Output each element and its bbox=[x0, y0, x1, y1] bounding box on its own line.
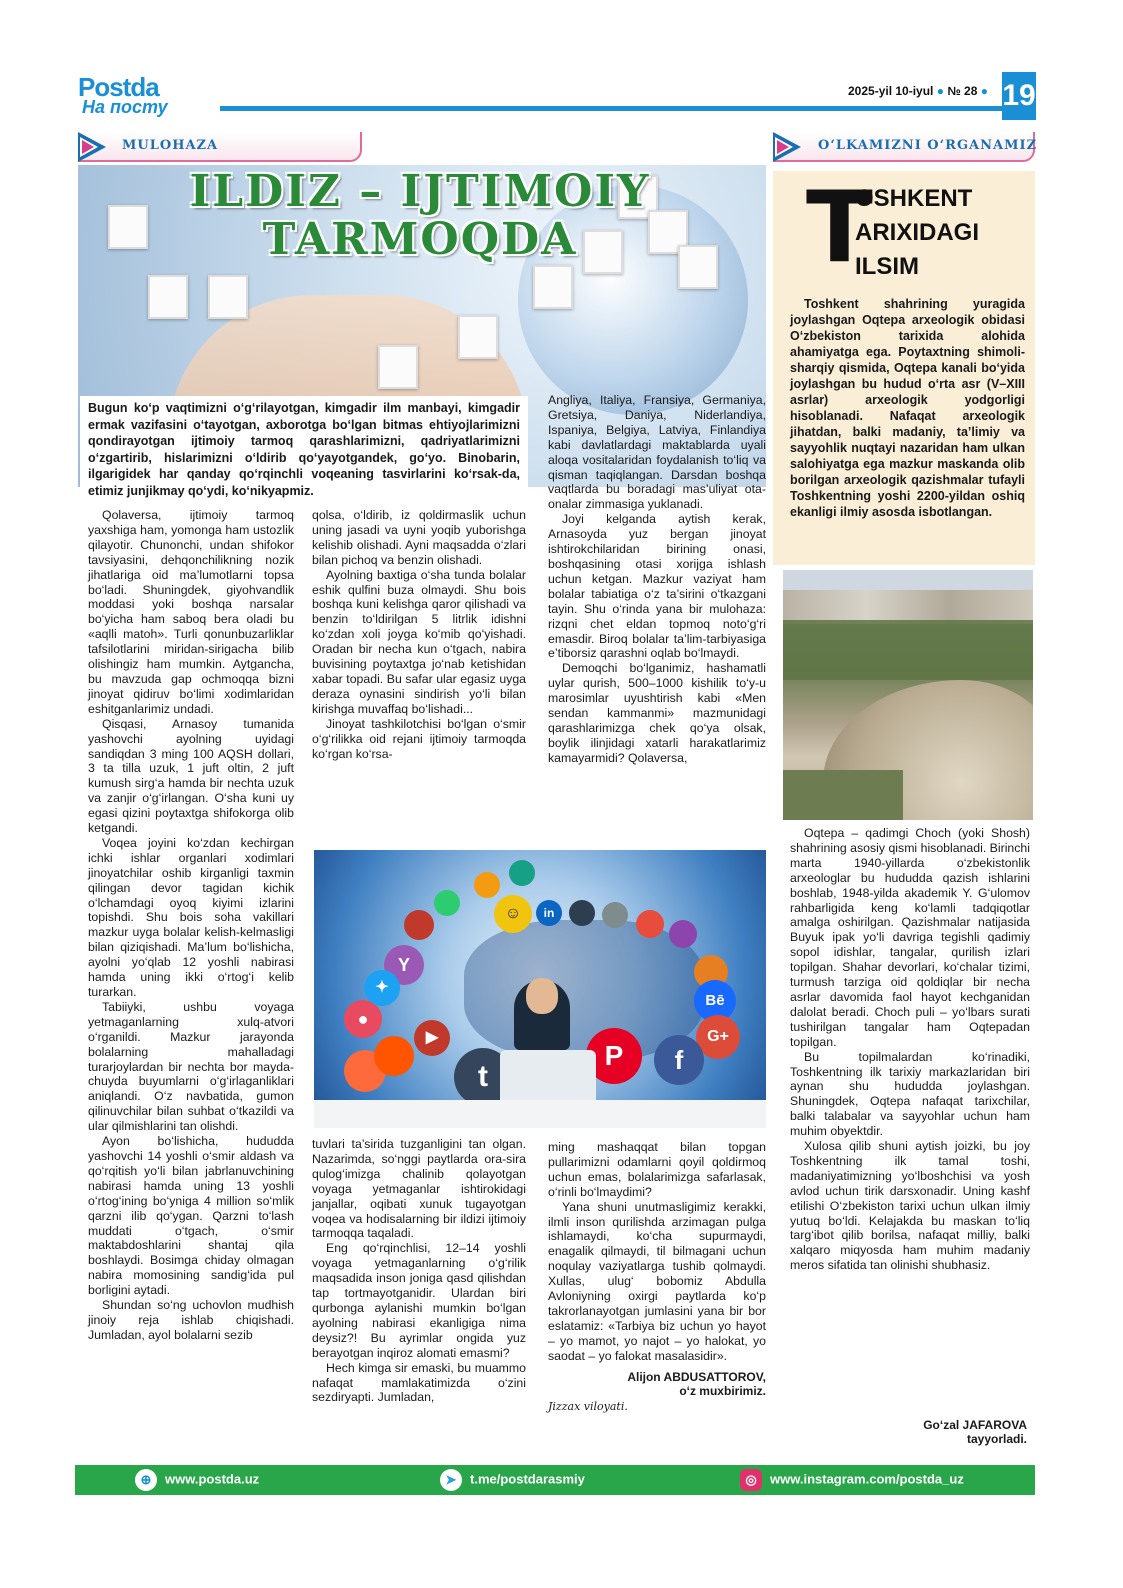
drop-cap: T bbox=[806, 171, 873, 285]
footer-bar bbox=[75, 1465, 1035, 1495]
sidebar-title-line: OSHKENT bbox=[855, 185, 973, 212]
paragraph: Oqtepa – qadimgi Choch (yoki Shosh) shahrining asosiy qismi hisoblanadi. Birinchi marta 1940-yillarda o‘zbekistonlik arxeologlar bu hududda qazish ishlarini boshlab, 1948-yilda akademik Y. G‘ulomov rahbarligida keng ko‘lamli tadqiqotlar amalga oshirilgan. Qazishmalar natijasida Buyuk ipak yo‘li davriga tegishli qadimiy sopol idishlar, tangalar, qurilish izlari topilgan. Shahar devorlari, ko‘chalar tizimi, turmush tarziga oid qoldiqlar bir necha asrlar davomida faol hayot kechganidan dalolat beradi. Choch puli – yo‘lbars surati tushirilgan tangalar ham Oqtepadan topilgan. bbox=[790, 826, 1030, 1049]
website-link[interactable]: www.postda.uz bbox=[165, 1471, 260, 1487]
paragraph: qolsa, o‘ldirib, iz qoldirmaslik uchun uning jasadi va uyni yoqib yuborishga kelishib olishadi. Ayni maqsadda o‘zlari bilan pichoq va benzin olishadi. bbox=[312, 508, 526, 567]
paragraph: Qolaversa, ijtimoiy tarmoq yaxshiga ham, yomonga ham ustozlik qilayotir. Chunonchi, undan shifokor tavsiyasini, dehqonchilikning nozik jihatlariga oid ma’lumotlarni topsa bo‘ladi. Shuningdek, giyohvandlik moddasi yoki boshqa narsalar bo‘yicha ham saboq bera oladi bu «aqlli matoh». Turli qonunbuzarliklar tafsilotlarini miridan-sirigacha bilib olishingiz ham mumkin. Aytgancha, bu mavzuda gap ochmoqqa bizni jinoyat qidiruv bo‘limi xodimlaridan eshitganlarimiz undadi. bbox=[88, 508, 294, 716]
oqtepa-photo bbox=[783, 570, 1033, 820]
masthead-logo: Postda bbox=[78, 72, 159, 102]
paragraph: tuvlari ta’sirida tuzganligini tan olgan. Nazarimda, so‘nggi paytlarda ora-sira qulog‘imizga chalinib qolayotgan voyaga yetmaganlar ishtirokidagi janjallar, oqibati xunuk tugayotgan voqea va hodisalarning bir ildizi ijtimoiy tarmoqqa taqaladi. bbox=[312, 1137, 526, 1241]
instagram-link[interactable]: www.instagram.com/postda_uz bbox=[770, 1471, 964, 1487]
city-skyline bbox=[783, 590, 1033, 624]
laptop-illustration bbox=[500, 1050, 596, 1106]
youtube-icon: ▶ bbox=[414, 1020, 450, 1056]
paragraph: Shundan so‘ng uchovlon mudhish jinoiy reja ishlab chiqishadi. Jumladan, ayol bolalarni sezib bbox=[88, 1298, 294, 1342]
author-name: Alijon ABDUSATTOROV, bbox=[627, 1369, 766, 1384]
app-bubble-icon: ● bbox=[344, 1000, 382, 1038]
footer-instagram[interactable] bbox=[740, 1469, 964, 1491]
app-bubble-icon bbox=[569, 900, 595, 926]
paragraph: Ayon bo‘lishicha, hududda yashovchi 14 yoshli o‘smir aldash va qo‘rqitish yo‘li bilan jabrlanuvchining nabirasi hamda uning 13 yoshli o‘rtog‘ining bo‘yniga 4 million so‘mlik qarzni ilib qo‘ygan. Qarzni to‘lash muddati o‘tgach, o‘smir maktabdoshlarini shantaj qila boshlaydi. Bosimga chiday olmagan nabira momosining sandig‘ida pul borligini aytadi. bbox=[88, 1134, 294, 1298]
twitter-icon: ✦ bbox=[364, 970, 400, 1006]
telegram-link[interactable]: t.me/postdarasmiy bbox=[470, 1471, 585, 1487]
social-media-photo bbox=[314, 850, 766, 1128]
rubric-bar-left bbox=[78, 132, 362, 162]
masthead-logo-subtitle: На посту bbox=[82, 97, 168, 117]
author-signature bbox=[548, 1370, 766, 1398]
sidebar-lead bbox=[790, 296, 1025, 520]
author-role: tayyorladi. bbox=[966, 1432, 1027, 1446]
author-role: o‘z muxbirimiz. bbox=[679, 1383, 766, 1398]
telegram-icon: ➤ bbox=[440, 1469, 462, 1491]
paragraph: ming mashaqqat bilan topgan pullarimizni odamlarni qoyil qoldirmoq uchun emas, bolalarimizga safarlasak, o‘rinli bo‘lmaydimi? bbox=[548, 1140, 766, 1199]
app-bubble-icon bbox=[474, 872, 500, 898]
rubric-label-right: O‘LKAMIZNI O‘RGANAMIZ bbox=[818, 138, 1038, 153]
app-bubble-icon bbox=[636, 910, 664, 938]
sidebar-title bbox=[855, 182, 979, 284]
soundcloud-icon bbox=[374, 1036, 414, 1076]
paragraph: Qisqasi, Arnasoy tumanida yashovchi ayolning uyidagi sandiqdan 3 ming 100 AQSH dollari, 3 ta tilla uzuk, 1 juft oltin, 2 juft kumush sirg‘a hamda bir nechta uzuk va zanjir o‘g‘irlangan. O‘sha kuni uy egasi qizini poytaxtga shifokorga olib ketgandi. bbox=[88, 716, 294, 836]
paragraph: Bu topilmalardan ko‘rinadiki, Toshkentning ilk tarixiy markazlaridan biri aynan shu hududda joylashgan. Shuningdek, Oqtepa nafaqat tarixchilar, balki talabalar va sayyohlar uchun ham muhim obyektdir. bbox=[790, 1049, 1030, 1139]
article-column-2-top bbox=[312, 508, 526, 761]
app-bubble-icon bbox=[602, 902, 628, 928]
page-number: 19 bbox=[1002, 72, 1036, 120]
app-bubble-icon bbox=[404, 910, 434, 940]
headline-line-1: ILDIZ – IJTIMOIY bbox=[189, 166, 651, 217]
header-rule bbox=[220, 106, 1002, 111]
profile-photo bbox=[533, 265, 573, 309]
trees bbox=[783, 620, 1033, 680]
article-headline bbox=[150, 168, 690, 264]
globe-icon: ⊕ bbox=[135, 1469, 157, 1491]
google-plus-icon: G+ bbox=[696, 1015, 740, 1059]
app-bubble-icon bbox=[669, 920, 697, 948]
rubric-label-left: MULOHAZA bbox=[122, 138, 219, 153]
article-column-2-bottom bbox=[312, 1137, 526, 1405]
paragraph: Joyi kelganda aytish kerak, Arnasoyda yuz bergan jinoyat ishtirokchilaridan birining onasi, boshqasining otasi xorijga ishlash uchun ketgan. Mazkur vaziyat ham bolalar tabiatiga o‘z ta’sirini o‘tkazgani tayin. Shu o‘rinda yana bir mulohaza: rizqni chet eldan topmoq noto‘g‘ri emasdir. Biroq bolalar ta’lim-tarbiyasiga e’tiborsiz qarashni oqlab bo‘lmaydi. bbox=[548, 512, 766, 661]
article-column-3-top bbox=[548, 393, 766, 766]
rubric-arrow-accent bbox=[82, 140, 94, 154]
sidebar-author bbox=[880, 1418, 1027, 1446]
pinterest-icon: P bbox=[586, 1028, 642, 1084]
app-bubble-icon bbox=[434, 890, 460, 916]
yahoo-icon: Y bbox=[384, 945, 424, 985]
paragraph: Jinoyat tashkilotchisi bo‘lgan o‘smir o‘g‘rilikka oid rejani ijtimoiy tarmoqda ko‘rgan ko‘rsa- bbox=[312, 716, 526, 761]
facebook-icon: f bbox=[654, 1035, 704, 1085]
desk-surface bbox=[314, 1100, 766, 1128]
issue-number: № 28 bbox=[947, 84, 978, 98]
profile-photo bbox=[378, 345, 418, 389]
profile-photo bbox=[458, 315, 498, 359]
behance-icon: Bē bbox=[694, 980, 736, 1022]
paragraph: Eng qo‘rqinchlisi, 12–14 yoshli voyaga yetmaganlarning o‘g‘rilik maqsadida inson joniga qasd qilishdan tap tortmayotganidir. Ulardan biri qurbonga aylanishi mumkin bo‘lgan ayolning nabirasi ekanligiga nima deysiz?! Bu ayrimlar ongida yuz berayotgan inqiroz alomati emasmi? bbox=[312, 1241, 526, 1360]
app-bubble-icon bbox=[509, 860, 535, 886]
profile-photo bbox=[208, 275, 248, 319]
sidebar-title-line: ARIXIDAGI bbox=[855, 219, 980, 246]
instagram-icon: ◎ bbox=[740, 1469, 762, 1491]
paragraph: Voqea joyini ko‘zdan kechirgan ichki ishlar organlari xodimlari jinoyatchilar oshib kirganligi taxmin qilingan devor tagidan kichik o‘lchamdagi oyoq kiyimi izlarini topishdi. Shu bois soha vakillari mazkur uyga bolalar kelish-kelmasligi bilan qiziqishadi. Ma’lum bo‘lishicha, ayolni yo‘qlab 12 yoshli nabirasi hamda uning ikki o‘rtog‘i kelib turarkan. bbox=[88, 835, 294, 999]
footer-telegram[interactable] bbox=[440, 1469, 585, 1491]
paragraph: Tabiiyki, ushbu voyaga yetmaganlarning xulq-atvori o‘rganildi. Mazkur jarayonda bolalarning mahalladagi turarjoylardan bir nechta bor mayda-chuyda buyumlarni o‘g‘irlaganliklari aniqlandi. O‘z navbatida, gumon qilinuvchilar bilan suhbat o‘tkazildi va ular qilmishlarini tan olishdi. bbox=[88, 999, 294, 1134]
rubric-arrow-accent bbox=[777, 140, 789, 154]
profile-photo bbox=[108, 205, 148, 249]
paragraph: Hech kimga sir emaski, bu muammo nafaqat mamlakatimizda o‘zini sezdiryapti. Jumladan, bbox=[312, 1360, 526, 1405]
author-region: Jizzax viloyati. bbox=[548, 1399, 628, 1413]
tumblr-icon: t bbox=[454, 1048, 512, 1106]
article-column-3-bottom bbox=[548, 1140, 766, 1415]
grass bbox=[783, 770, 903, 820]
headline-line-2: TARMOQDA bbox=[262, 214, 578, 265]
issue-date: 2025-yil 10-iyul bbox=[848, 84, 934, 98]
article-lead: Bugun ko‘p vaqtimizni o‘g‘rilayotgan, kimgadir ilm manbayi, kimgadir ermak vazifasini o‘tayotgan, axborotga bo‘lgan bitmas ehtiyojlarimizni qondirayotgan ijtimoiy tarmoq qarashlarimizni, qadriyatlarimizni o‘zgartirib, hislarimizni o‘ldirib qo‘yayotgandek, go‘yo. Binobarin, ilgarigidek har qanday qo‘rqinchli voqeaning tasvirlarini ko‘rsak-da, etimiz junjikmay qo‘ydi, ko‘nikyapmiz. bbox=[80, 396, 528, 507]
sidebar-body bbox=[790, 826, 1030, 1273]
paragraph: Toshkent shahrining yuragida joylashgan Oqtepa arxeologik obidasi O‘zbekiston tarixida alohida ahamiyatga ega. Poytaxtning shimoli-sharqiy qismida, Oqtepa kanali bo‘yida joylashgan bu hudud o‘rta asr (V–XIII asrlar) arxeologik yodgorligi hisoblanadi. Nafaqat arxeologik jihatdan, balki madaniy, ta’limiy va sayyohlik nuqtayi nazaridan ham ulkan salohiyatga ega mazkur maskanda olib borilgan arxeologik qazishmalar tufayli Toshkentning yoshi 2200-yildan oshiq ekanligi ilmiy asosda isbotlangan. bbox=[790, 297, 1025, 519]
paragraph: Demoqchi bo‘lganimiz, hashamatli uylar qurish, 500–1000 kishilik to‘y-u marosimlar uyushtirish kabi «Men sendan kammanmi» mazmunidagi qarashlarimizga chek qo‘ya olsak, boylik ilinjidagi xatarli harakatlarimiz kamayarmidi? Qolaversa, bbox=[548, 661, 766, 765]
paragraph: Angliya, Italiya, Fransiya, Germaniya, Gretsiya, Daniya, Niderlandiya, Ispaniya, Belgiya, Latviya, Finlandiya kabi davlatlardagi maktablarda uyali aloqa vositalaridan foydalanish to‘liq va qisman taqiqlangan. Darsdan boshqa vaqtlarda bu boradagi mas’uliyat ota-onalar zimmasiga yuklanadi. bbox=[548, 393, 766, 512]
paragraph: Xulosa qilib shuni aytish joizki, bu joy Toshkentning ilk tamal toshi, madaniyatimizning yo‘lboshchisi va yosh avlod uchun tirik darsxonadir. Uning kashf etilishi O‘zbekiston tarixi uchun ulkan ilmiy yutuq bo‘ldi. Kelajakda bu maskan to‘liq targ‘ibot qilib borilsa, nafaqat milliy, balki xalqaro miqyosda ham muhim madaniy meros sifatida tan olinishi shubhasiz. bbox=[790, 1139, 1030, 1273]
issue-dateline: 2025-yil 10-iyul ● № 28 ● bbox=[848, 84, 988, 98]
sidebar-title-line: ILSIM bbox=[855, 253, 919, 280]
article-column-1 bbox=[88, 508, 294, 1343]
paragraph: Ayolning baxtiga o‘sha tunda bolalar eshik qulfini buza olmaydi. Shu bois boshqa kuni kelishga qaror qilishadi va benzin to‘ldirilgan 5 litrlik idishni ko‘zdan xoli joyga ko‘mib qo‘yishadi. Oradan bir necha kun o‘tgach, nabira buvisining poytaxtga jo‘nab ketishidan xabar topadi. Bu safar ular egasiz uyga deraza oynasini sindirish yo‘li bilan kirishga muvaffaq bo‘lishadi... bbox=[312, 567, 526, 716]
person-face bbox=[526, 978, 558, 1014]
footer-website[interactable] bbox=[135, 1469, 259, 1491]
smiley-icon: ☺ bbox=[494, 895, 532, 933]
paragraph: Yana shuni unutmasligimiz kerakki, ilmli inson qurilishda arzimagan pulga ishlamaydi, ko‘cha supurmaydi, enagalik qilmaydi, til bilmagani uchun noqulay vaziyatlarga tushib qolmaydi. Xullas, ulug‘ bobomiz Abdulla Avloniyning oxirgi paytlarda ko‘p takrorlanayotgan jumlasini yana bir bor eslatamiz: «Tarbiya biz uchun yo hayot – yo mamot, yo najot – yo halokat, yo saodat – yo falokat masalasidir». bbox=[548, 1199, 766, 1363]
profile-photo bbox=[148, 275, 188, 319]
linkedin-icon: in bbox=[536, 900, 562, 926]
author-name: Go‘zal JAFAROVA bbox=[923, 1418, 1027, 1432]
